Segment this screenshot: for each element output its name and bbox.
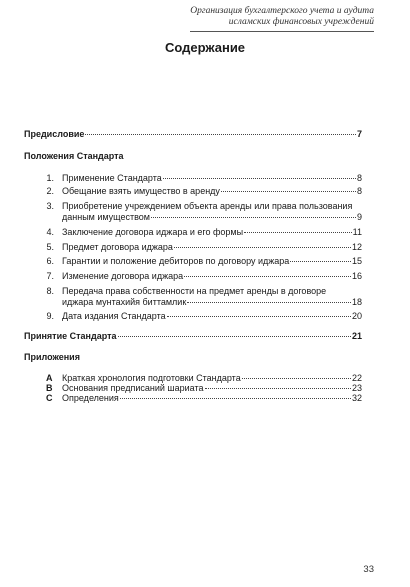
dot-leader xyxy=(118,336,351,337)
toc-entry-page: 11 xyxy=(352,227,362,237)
dot-leader xyxy=(184,276,351,277)
toc-entry-page: 8 xyxy=(356,186,362,196)
toc-entry-label: Основания предписаний шариата xyxy=(62,383,204,393)
page-title: Содержание xyxy=(164,40,246,55)
toc-entry-page: 32 xyxy=(351,393,362,403)
toc-entry-page: 12 xyxy=(351,242,362,252)
header-rule xyxy=(190,31,374,32)
toc-item-number: 5. xyxy=(46,242,54,252)
toc-item-number: 3. xyxy=(46,201,54,211)
toc-entry-label-continued: иджара мунтахийя биттамлик xyxy=(62,297,187,307)
dot-leader xyxy=(244,232,352,233)
running-header xyxy=(190,6,374,28)
toc-entry-label-continued: данным имуществом xyxy=(62,212,150,222)
section-heading-appendices: Приложения xyxy=(24,352,80,362)
toc-entry-label[interactable]: Передача права собственности на предмет аренды в договоре xyxy=(62,286,327,296)
appendix-letter: B xyxy=(46,383,53,393)
dot-leader xyxy=(221,191,356,192)
toc-entry-label: Принятие Стандарта xyxy=(24,331,117,341)
toc-appendix-c[interactable] xyxy=(62,393,362,404)
dot-leader xyxy=(163,178,356,179)
toc-entry-6[interactable] xyxy=(62,256,362,267)
dot-leader xyxy=(242,378,351,379)
header-line-2: исламских финансовых учреждений xyxy=(228,17,374,27)
toc-entry-label: Изменение договора иджара xyxy=(62,271,184,281)
dot-leader xyxy=(174,247,351,248)
dot-leader xyxy=(120,398,351,399)
toc-entry-label: Применение Стандарта xyxy=(62,173,162,183)
toc-item-number: 6. xyxy=(46,256,54,266)
toc-entry-page: 20 xyxy=(351,311,362,321)
toc-item-number: 1. xyxy=(46,173,54,183)
dot-leader xyxy=(85,134,356,135)
dot-leader xyxy=(151,217,356,218)
toc-entry-3[interactable] xyxy=(62,212,362,223)
appendix-letter: C xyxy=(46,393,53,403)
dot-leader xyxy=(167,316,351,317)
toc-entry-label: Предисловие xyxy=(24,129,85,139)
toc-item-number: 8. xyxy=(46,286,54,296)
header-line-1: Организация бухгалтерского учета и аудита xyxy=(190,6,374,16)
toc-entry-page: 7 xyxy=(356,129,362,139)
toc-entry-label: Обещание взять имущество в аренду xyxy=(62,186,220,196)
toc-entry-9[interactable] xyxy=(62,311,362,322)
toc-entry-page: 23 xyxy=(351,383,362,393)
toc-entry-label[interactable]: Приобретение учреждением объекта аренды или права пользования xyxy=(62,201,353,211)
toc-entry-page: 21 xyxy=(351,331,362,341)
dot-leader xyxy=(205,388,351,389)
toc-item-number: 2. xyxy=(46,186,54,196)
toc-entry-page: 8 xyxy=(356,173,362,183)
toc-entry-2[interactable] xyxy=(62,186,362,197)
toc-entry-page: 18 xyxy=(351,297,362,307)
toc-entry-page: 9 xyxy=(356,212,362,222)
toc-entry-label: Дата издания Стандарта xyxy=(62,311,166,321)
toc-entry-5[interactable] xyxy=(62,242,362,253)
toc-entry-label: Определения xyxy=(62,393,119,403)
page-number: 33 xyxy=(363,564,374,575)
toc-entry-page: 22 xyxy=(351,373,362,383)
toc-entry-1[interactable] xyxy=(62,173,362,184)
toc-item-number: 4. xyxy=(46,227,54,237)
toc-entry-4[interactable] xyxy=(62,227,362,238)
toc-item-number: 7. xyxy=(46,271,54,281)
toc-item-number: 9. xyxy=(46,311,54,321)
toc-entry-label: Заключение договора иджара и его формы xyxy=(62,227,244,237)
toc-entry-label: Краткая хронология подготовки Стандарта xyxy=(62,373,241,383)
toc-entry-label: Предмет договора иджара xyxy=(62,242,173,252)
dot-leader xyxy=(290,261,351,262)
toc-entry-page: 16 xyxy=(351,271,362,281)
toc-entry-page: 15 xyxy=(351,256,362,266)
dot-leader xyxy=(187,302,351,303)
section-heading-provisions: Положения Стандарта xyxy=(24,151,124,161)
toc-entry-adoption[interactable] xyxy=(24,331,362,342)
toc-entry-7[interactable] xyxy=(62,271,362,282)
toc-entry-preface[interactable] xyxy=(24,129,362,140)
appendix-letter: A xyxy=(46,373,53,383)
toc-entry-8[interactable] xyxy=(62,297,362,308)
toc-entry-label: Гарантии и положение дебиторов по договору иджара xyxy=(62,256,290,266)
